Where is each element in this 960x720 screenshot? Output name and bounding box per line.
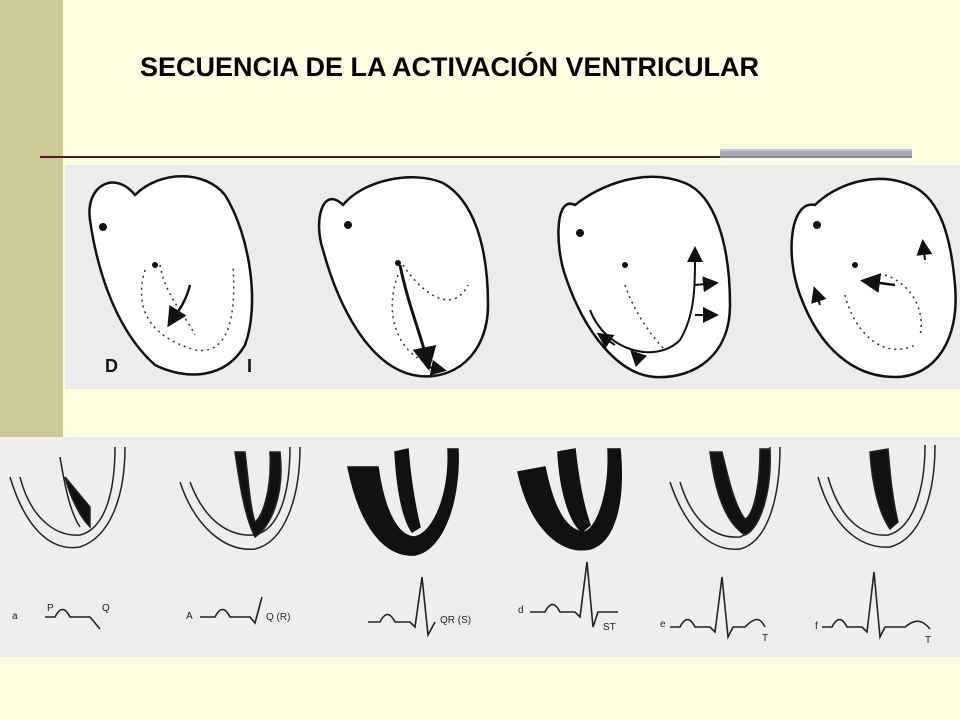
ventricle-stage-4 xyxy=(518,449,621,550)
slide-title: SECUENCIA DE LA ACTIVACIÓN VENTRICULAR xyxy=(140,52,760,82)
ecg-label-qr-s: QR (S) xyxy=(440,615,472,626)
ecg-label-t-2: T xyxy=(925,635,932,646)
heart-diagrams xyxy=(65,165,960,389)
heart-stage-4 xyxy=(792,179,956,377)
ecg-stage-marker-2: A xyxy=(186,611,193,622)
ecg-labels xyxy=(12,603,931,646)
ecg-trace-2 xyxy=(200,597,262,623)
ecg-trace-4 xyxy=(530,562,618,627)
sidebar-accent xyxy=(0,0,63,437)
ecg-trace-3 xyxy=(368,577,435,635)
ventricle-stage-5 xyxy=(670,447,780,549)
ecg-sequence-figure xyxy=(0,437,960,657)
ecg-stage-marker-6: f xyxy=(815,621,818,632)
ecg-stage-marker-4: d xyxy=(518,605,524,616)
ecg-traces xyxy=(45,562,930,637)
heart-activation-figure xyxy=(65,165,960,389)
ventricle-stage-1 xyxy=(10,447,125,548)
ecg-label-t-1: T xyxy=(762,633,769,644)
heart-stage-1 xyxy=(89,176,252,376)
ecg-label-q: Q xyxy=(102,603,110,614)
ecg-label-q-r: Q (R) xyxy=(266,612,291,623)
ecg-label-st: ST xyxy=(603,622,616,633)
ecg-trace-5 xyxy=(670,577,765,637)
heart-stage-2 xyxy=(319,177,488,376)
ecg-stage-marker-1: a xyxy=(12,611,18,622)
ventricle-stage-6 xyxy=(818,445,935,547)
heart-label-left: D xyxy=(105,356,118,376)
ecg-trace-6 xyxy=(822,572,930,637)
ecg-label-p: P xyxy=(47,603,54,614)
ventricle-ecg-diagrams xyxy=(0,437,960,657)
heart-label-right: I xyxy=(247,356,253,376)
heart-stage-3 xyxy=(558,177,730,377)
divider-accent-bar xyxy=(720,149,912,158)
ventricle-stage-3 xyxy=(348,449,458,555)
ventricle-stage-2 xyxy=(180,447,300,549)
ecg-stage-marker-5: e xyxy=(660,619,666,630)
